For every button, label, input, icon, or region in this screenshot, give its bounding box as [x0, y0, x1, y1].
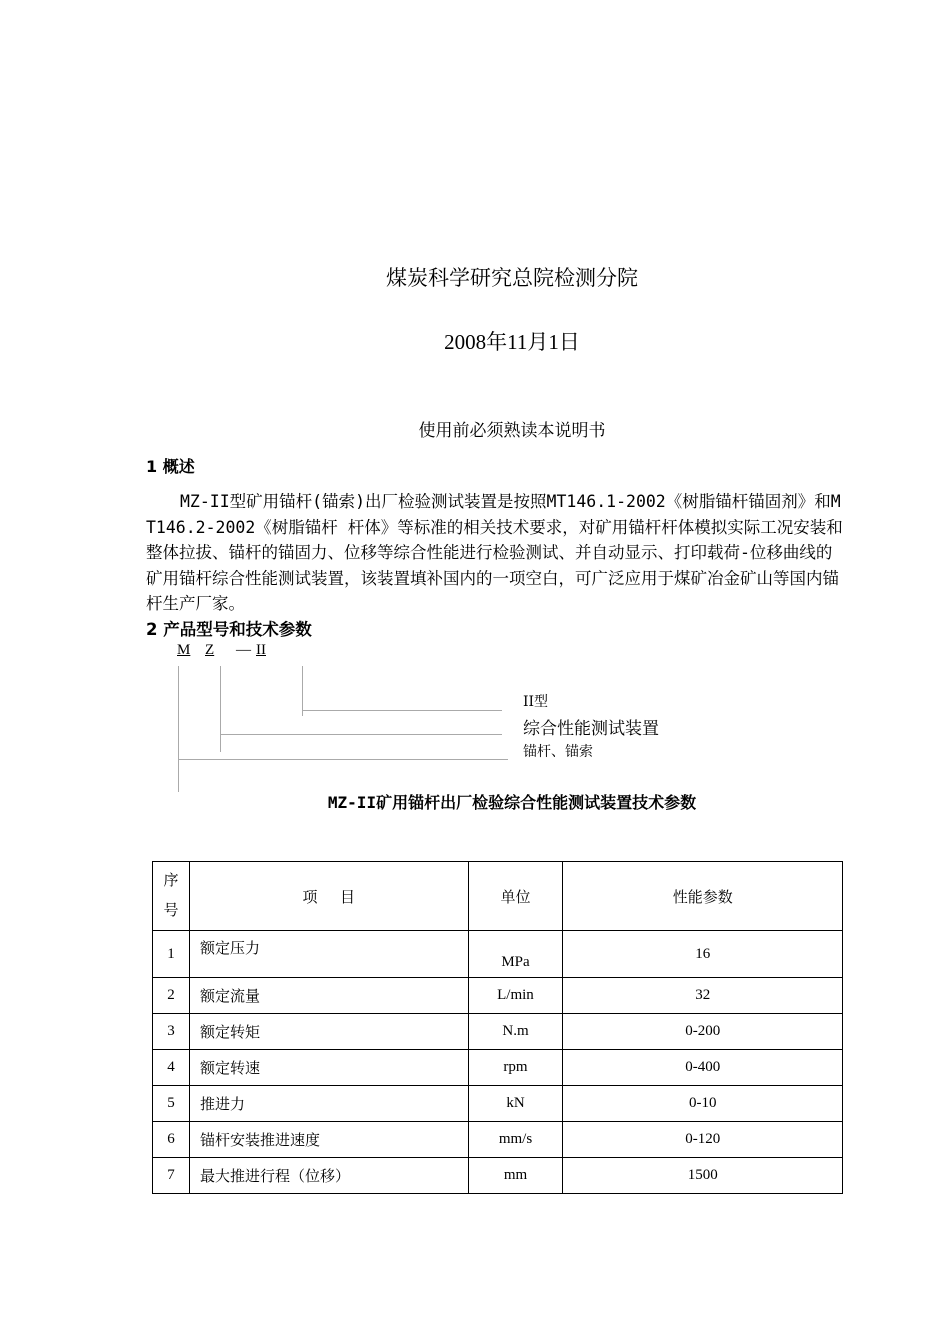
table-row — [153, 931, 843, 978]
cell-seq: 7 — [153, 1158, 190, 1194]
model-dash: — — [236, 642, 251, 658]
table-header-row — [153, 862, 843, 931]
legend-device: 综合性能测试装置 — [523, 719, 659, 739]
cell-unit: MPa — [468, 931, 563, 978]
cell-value: 0-10 — [563, 1086, 843, 1122]
cell-item: 额定流量 — [189, 978, 468, 1014]
section-2-heading: 2 产品型号和技术参数 — [146, 620, 312, 639]
header-item: 项 目 — [189, 862, 468, 931]
cell-seq: 3 — [153, 1014, 190, 1050]
legend-object: 锚杆、锚索 — [523, 744, 593, 760]
table-row — [153, 1122, 843, 1158]
cell-unit: rpm — [468, 1050, 563, 1086]
table-row — [153, 1158, 843, 1194]
table-row — [153, 1014, 843, 1050]
cell-unit: mm/s — [468, 1122, 563, 1158]
overview-paragraph: MZ-II型矿用锚杆(锚索)出厂检验测试装置是按照MT146.1-2002《树脂锚杆锚固剂》和MT146.2-2002《树脂锚杆 杆体》等标准的相关技术要求，对矿用锚杆杆体模拟实际工况安装和整体拉拔、锚杆的锚固力、位移等综合性能进行检验测试、并自动显示、打印载荷-位移曲线的矿用锚杆综合性能测试装置，该装置填补国内的一项空白，可广泛应用于煤矿冶金矿山等国内锚杆生产厂家。 — [146, 492, 843, 614]
model-type-ii: II — [256, 642, 266, 658]
legend-type: II型 — [523, 694, 549, 710]
tech-params-table — [152, 861, 843, 1194]
section-1-heading: 1 概述 — [146, 457, 195, 476]
cell-value: 16 — [563, 931, 843, 978]
table-row — [153, 978, 843, 1014]
cell-seq: 6 — [153, 1122, 190, 1158]
header-seq: 序 号 — [153, 862, 190, 931]
table-row — [153, 1050, 843, 1086]
cell-seq: 1 — [153, 931, 190, 978]
cell-item: 推进力 — [189, 1086, 468, 1122]
cell-item: 锚杆安装推进速度 — [189, 1122, 468, 1158]
leader-horizontal-m — [178, 759, 508, 760]
cell-unit: N.m — [468, 1014, 563, 1050]
cell-value: 0-120 — [563, 1122, 843, 1158]
cell-seq: 5 — [153, 1086, 190, 1122]
cell-item: 额定压力 — [189, 931, 468, 978]
cell-item: 最大推进行程（位移） — [189, 1158, 468, 1194]
cell-unit: L/min — [468, 978, 563, 1014]
cell-item: 额定转矩 — [189, 1014, 468, 1050]
organization-title: 煤炭科学研究总院检测分院 — [386, 266, 638, 290]
cell-seq: 2 — [153, 978, 190, 1014]
cell-value: 32 — [563, 978, 843, 1014]
model-letter-z: Z — [205, 642, 215, 658]
header-value: 性能参数 — [563, 862, 843, 931]
table-row — [153, 1086, 843, 1122]
leader-line-z — [220, 666, 221, 752]
cell-value: 0-200 — [563, 1014, 843, 1050]
leader-line-ii — [302, 666, 303, 716]
read-manual-notice: 使用前必须熟读本说明书 — [418, 421, 606, 441]
header-unit: 单位 — [468, 862, 563, 931]
cell-value: 1500 — [563, 1158, 843, 1194]
table-title: MZ-II矿用锚杆出厂检验综合性能测试装置技术参数 — [327, 793, 697, 812]
leader-horizontal-ii — [302, 710, 502, 711]
leader-horizontal-z — [220, 734, 502, 735]
model-letter-m: M — [177, 642, 191, 658]
cell-item: 额定转速 — [189, 1050, 468, 1086]
cell-value: 0-400 — [563, 1050, 843, 1086]
cell-unit: mm — [468, 1158, 563, 1194]
cell-unit: kN — [468, 1086, 563, 1122]
document-date: 2008年11月1日 — [444, 330, 580, 354]
leader-line-m — [178, 666, 179, 792]
cell-seq: 4 — [153, 1050, 190, 1086]
